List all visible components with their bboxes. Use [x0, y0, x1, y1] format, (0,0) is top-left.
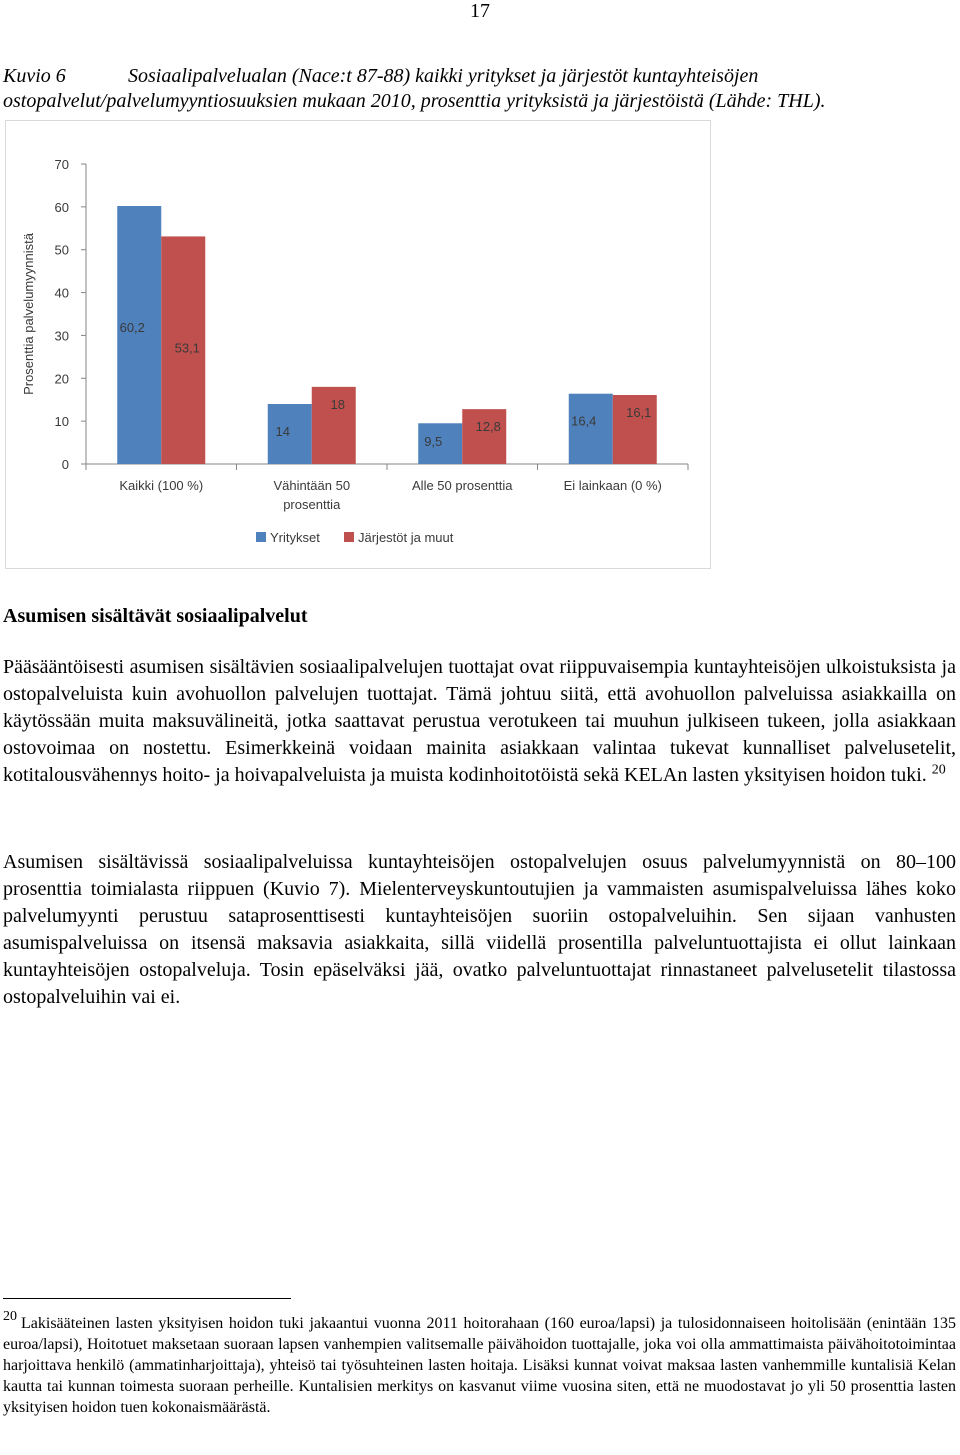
y-axis-label: Prosenttia palvelumyynnistä: [21, 233, 36, 395]
legend-swatch: [256, 532, 266, 542]
data-label: 14: [275, 424, 290, 439]
y-tick-label: 10: [54, 414, 69, 430]
y-tick-label: 40: [54, 285, 69, 301]
y-tick-label: 30: [54, 328, 69, 344]
bar: [569, 394, 613, 464]
body-paragraph-2: Asumisen sisältävissä sosiaalipalveluissa kuntayhteisöjen ostopalvelujen osuus palvelumyynnistä on 80–100 prosenttia toimialasta riippuen (Kuvio 7). Mielenterveyskuntoutujien ja vammaisten asumispalveluissa lähes koko palvelumyynti perustuu sataprosenttisesti kuntayhteisöjen suoriin ostopalveluihin. Sen sijaan vanhusten asumispalveluissa on itsensä maksavia asiakkaita, sillä viidellä prosentilla palveluntuottajista ei ollut lainkaan kuntayhteisöjen ostopalveluja. Tosin epäselväksi jää, ovatko palveluntuottajat rinnastaneet palvelusetelit tilastossa ostopalveluihin vai ei.: [3, 851, 956, 1008]
x-tick-label: Ei lainkaan (0 %): [563, 478, 662, 493]
data-label: 60,2: [119, 320, 145, 335]
section-heading: Asumisen sisältävät sosiaalipalvelut: [3, 605, 308, 627]
y-tick-label: 60: [54, 199, 69, 215]
legend-label: Järjestöt ja muut: [358, 530, 454, 545]
data-label: 16,1: [626, 405, 652, 420]
footnote-mark: 20: [3, 1309, 17, 1324]
bar: [117, 206, 161, 464]
figure-caption: [3, 64, 958, 114]
x-tick-label: Alle 50 prosenttia: [412, 478, 513, 493]
x-tick-label: Kaikki (100 %): [119, 478, 204, 493]
bar-chart-svg: [6, 121, 710, 568]
footnote-reference[interactable]: 20: [931, 762, 946, 778]
body-paragraph-1-text: Pääsääntöisesti asumisen sisältävien sosiaalipalvelujen tuottajat ovat riippuvaisempia kuntayhteisöjen ulkoistuksista ja ostopalveluista kuin avohuollon palvelujen tuottajat. Tämä johtuu siitä, että avohuollon palveluissa asiakkailla on käytössään muita maksuvälineitä, jotka saattavat perustua verotukeen tai muuhun julkiseen tukeen, jolla asiakkaan ostovoimaa on nostettu. Esimerkkeinä voidaan mainita asiakkaan valintaa tukevat kunnalliset palvelusetelit, kotitalousvähennys hoito- ja hoivapalveluista ja muista kodinhoitotöistä sekä KELAn lasten yksityisen hoidon tuki.: [3, 656, 956, 786]
y-tick-label: 0: [61, 457, 69, 472]
data-label: 12,8: [475, 419, 501, 435]
legend-swatch: [344, 532, 354, 542]
bar-chart: [5, 120, 711, 569]
x-tick-label: prosenttia: [283, 497, 341, 512]
bar: [462, 409, 506, 464]
data-label: 16,4: [571, 413, 597, 429]
y-tick-label: 50: [54, 242, 69, 258]
figure-caption-text: Sosiaalipalvelualan (Nace:t 87-88) kaikki yritykset ja järjestöt kuntayhteisöjen ostopalvelut/palvelumyyntiosuuksien mukaan 2010, prosenttia yrityksistä ja järjestöistä (Lähde: THL).: [3, 65, 826, 112]
footnote: [3, 1306, 956, 1418]
y-tick-label: 20: [54, 371, 69, 387]
figure-caption-label: Kuvio 6: [3, 65, 66, 87]
x-tick-label: Vähintään 50: [273, 478, 351, 493]
footnote-divider: [3, 1298, 291, 1299]
data-label: 53,1: [174, 340, 200, 356]
page-number: 17: [470, 0, 490, 22]
legend-label: Yritykset: [270, 530, 320, 545]
y-tick-label: 70: [54, 157, 69, 172]
footnote-text: Lakisääteinen lasten yksityisen hoidon tuki jakaantui vuonna 2011 hoitorahaan (160 euroa/lapsi) ja tulosidonnaiseen hoitolisään (enintään 135 euroa/lapsi), Hoitotuet maksetaan suoraan lapsen vanhempien valitsemalle päivähoidon tuottajalle, joka voi olla ammattimaista päivähoitotoimintaa harjoittava henkilö (ammatinharjoittaja), yhteisö tai työsuhteinen lasten hoitaja. Lisäksi kunnat voivat maksaa lasten vanhemmille kuntalisiä Kelan kautta tai kunnan toimesta suoraan perheille. Kuntalisien merkitys on kasvanut viime vuosina siten, että ne muodostavat jo yli 50 prosenttia lasten yksityisen hoidon tuen kokonaismäärästä.: [3, 1315, 956, 1416]
body-paragraph-1: [3, 654, 956, 789]
data-label: 18: [330, 396, 345, 412]
data-label: 9,5: [424, 434, 443, 449]
